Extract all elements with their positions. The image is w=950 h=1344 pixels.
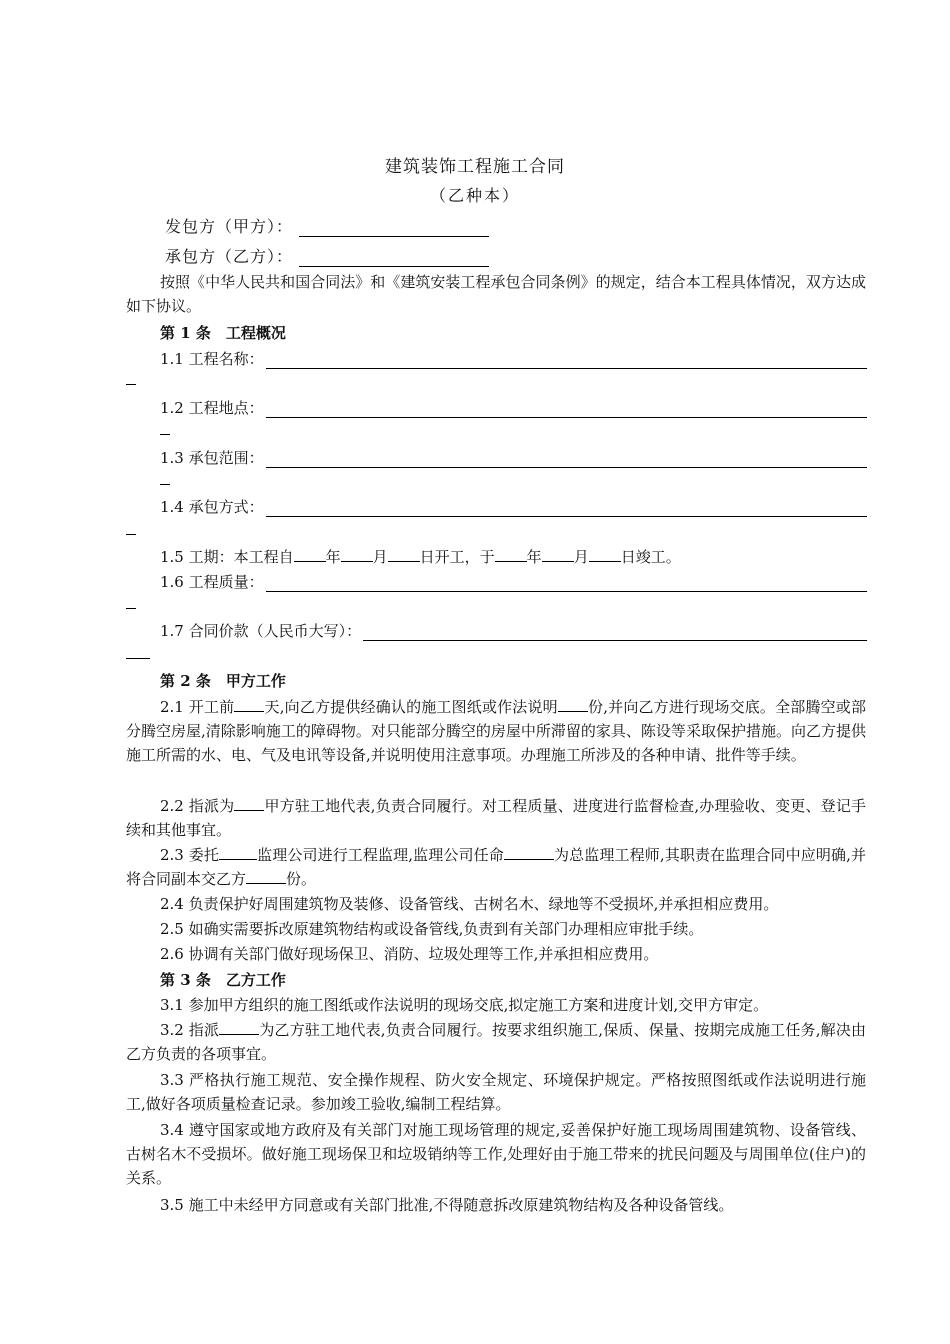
month-label: 月: [573, 548, 589, 566]
continuation-dash: [126, 658, 150, 659]
article-1-heading: 第 1 条 工程概况: [160, 324, 286, 342]
end-month-blank[interactable]: [542, 547, 574, 562]
start-year-blank[interactable]: [294, 547, 326, 562]
clause-3-4: 3.4 遵守国家或地方政府及有关部门对施工现场管理的规定,妥善保护好施工现场周围建筑物、设备管线、古树名木不受损坏。做好施工现场保卫和垃圾销纳等工作,处理好由于施工带来的扰民问题及与周围单位(住户)的关系。: [126, 1121, 866, 1187]
field-project-name-label: 1.1 工程名称：: [160, 350, 264, 368]
field-contract-price-blank[interactable]: [363, 624, 867, 641]
clause-2-3-text: 2.3 委托: [160, 846, 219, 864]
completion-label: 日竣工。: [620, 548, 681, 566]
days-blank[interactable]: [234, 697, 264, 712]
party-a-blank[interactable]: [299, 218, 489, 237]
party-b-blank[interactable]: [299, 248, 489, 267]
clause-2-3-text: 监理公司进行工程监理,监理公司任命: [256, 846, 504, 864]
clause-2-4: 2.4 负责保护好周围建筑物及装修、设备管线、古树名木、绿地等不受损坏,并承担相应费用。: [160, 895, 779, 913]
field-schedule: [160, 546, 681, 567]
party-b-label: 承包方（乙方）：: [165, 247, 294, 266]
party-a-label: 发包方（甲方）：: [165, 217, 294, 236]
end-day-blank[interactable]: [589, 547, 621, 562]
field-project-name: [160, 348, 867, 369]
clause-2-1-text: 天,向乙方提供经确认的施工图纸或作法说明: [264, 698, 558, 716]
clause-2-2-text: 2.2 指派为: [160, 797, 235, 815]
field-quality: [160, 571, 867, 592]
document-title: 建筑装饰工程施工合同: [385, 157, 565, 177]
field-contract-scope-blank[interactable]: [266, 451, 867, 468]
end-year-blank[interactable]: [495, 547, 527, 562]
clause-2-1-text: 份,并向乙方进行现场交底。全部腾空或部分腾空房屋,清除影响施工的障碍物。对只能部分腾空的房屋中所滞留的家具、陈设等采取保护措施。向乙方提供施工所需的水、电、气及电讯等设备,并说明使用注意事项。办理施工所涉及的各种申请、批件等手续。: [126, 698, 866, 764]
clause-2-2: [126, 794, 866, 842]
clause-2-2-text: 甲方驻工地代表,负责合同履行。对工程质量、进度进行监督检查,办理验收、变更、登记手续和其他事宜。: [126, 797, 867, 839]
field-project-location-label: 1.2 工程地点：: [160, 399, 264, 417]
party-a-row: [165, 214, 489, 237]
field-contract-scope: [160, 447, 867, 468]
year-label: 年: [526, 548, 542, 566]
start-label: 日开工，于: [419, 548, 495, 566]
field-project-name-blank[interactable]: [266, 352, 867, 369]
clause-2-5: 2.5 如确实需要拆改原建筑物结构或设备管线,负责到有关部门办理相应审批手续。: [160, 920, 704, 938]
clause-2-3-text: 份。: [286, 870, 317, 888]
clause-3-2-text: 3.2 指派: [160, 1021, 220, 1039]
clause-2-3: [126, 843, 866, 891]
start-month-blank[interactable]: [341, 547, 373, 562]
field-project-location-blank[interactable]: [266, 401, 867, 418]
continuation-dash: [160, 434, 170, 435]
field-contract-method-blank[interactable]: [266, 500, 867, 517]
party-b-row: [165, 244, 489, 267]
clause-3-3: 3.3 严格执行施工规范、安全操作规程、防火安全规定、环境保护规定。严格按照图纸或作法说明进行施工,做好各项质量检查记录。参加竣工验收,编制工程结算。: [126, 1071, 866, 1113]
field-contract-method: [160, 496, 867, 517]
clause-2-1-text: 2.1 开工前: [160, 698, 235, 716]
year-label: 年: [325, 548, 341, 566]
clause-3-5: 3.5 施工中未经甲方同意或有关部门批准,不得随意拆改原建筑物结构及各种设备管线。: [160, 1196, 734, 1214]
clause-2-3-text: 为总监理工程师,其职责在监理合同中应明确,并将合同副本交乙方: [126, 846, 866, 888]
field-contract-method-label: 1.4 承包方式：: [160, 498, 264, 516]
clause-3-1: 3.1 参加甲方组织的施工图纸或作法说明的现场交底,拟定施工方案和进度计划,交甲方审定。: [160, 996, 769, 1014]
chief-engineer-blank[interactable]: [504, 845, 554, 860]
copies-blank[interactable]: [558, 697, 588, 712]
clause-2-6: 2.6 协调有关部门做好现场保卫、消防、垃圾处理等工作,并承担相应费用。: [160, 945, 659, 963]
continuation-dash: [126, 534, 136, 535]
start-day-blank[interactable]: [388, 547, 420, 562]
representative-blank[interactable]: [234, 796, 264, 811]
schedule-label: 1.5 工期：本工程自: [160, 548, 294, 566]
supervisor-company-blank[interactable]: [219, 845, 257, 860]
field-quality-label: 1.6 工程质量：: [160, 573, 264, 591]
month-label: 月: [372, 548, 388, 566]
clause-2-1: [126, 695, 866, 767]
field-project-location: [160, 397, 867, 418]
field-contract-price-label: 1.7 合同价款（人民币大写）：: [160, 622, 362, 640]
clause-3-2-text: 为乙方驻工地代表,负责合同履行。按要求组织施工,保质、保量、按期完成施工任务,解决由乙方负责的各项事宜。: [126, 1021, 867, 1063]
intro-paragraph: 按照《中华人民共和国合同法》和《建筑安装工程承包合同条例》的规定，结合本工程具体情况，双方达成如下协议。: [126, 273, 866, 315]
continuation-dash: [126, 384, 136, 385]
field-contract-scope-label: 1.3 承包范围：: [160, 449, 264, 467]
contractor-rep-blank[interactable]: [219, 1020, 259, 1035]
article-2-heading: 第 2 条 甲方工作: [160, 672, 286, 690]
continuation-dash: [160, 484, 170, 485]
field-contract-price: [160, 620, 867, 641]
continuation-dash: [126, 608, 136, 609]
field-quality-blank[interactable]: [266, 575, 867, 592]
document-subtitle: （乙种本）: [429, 186, 520, 205]
article-3-heading: 第 3 条 乙方工作: [160, 971, 286, 989]
clause-3-2: [126, 1018, 866, 1066]
copies-blank[interactable]: [246, 869, 286, 884]
